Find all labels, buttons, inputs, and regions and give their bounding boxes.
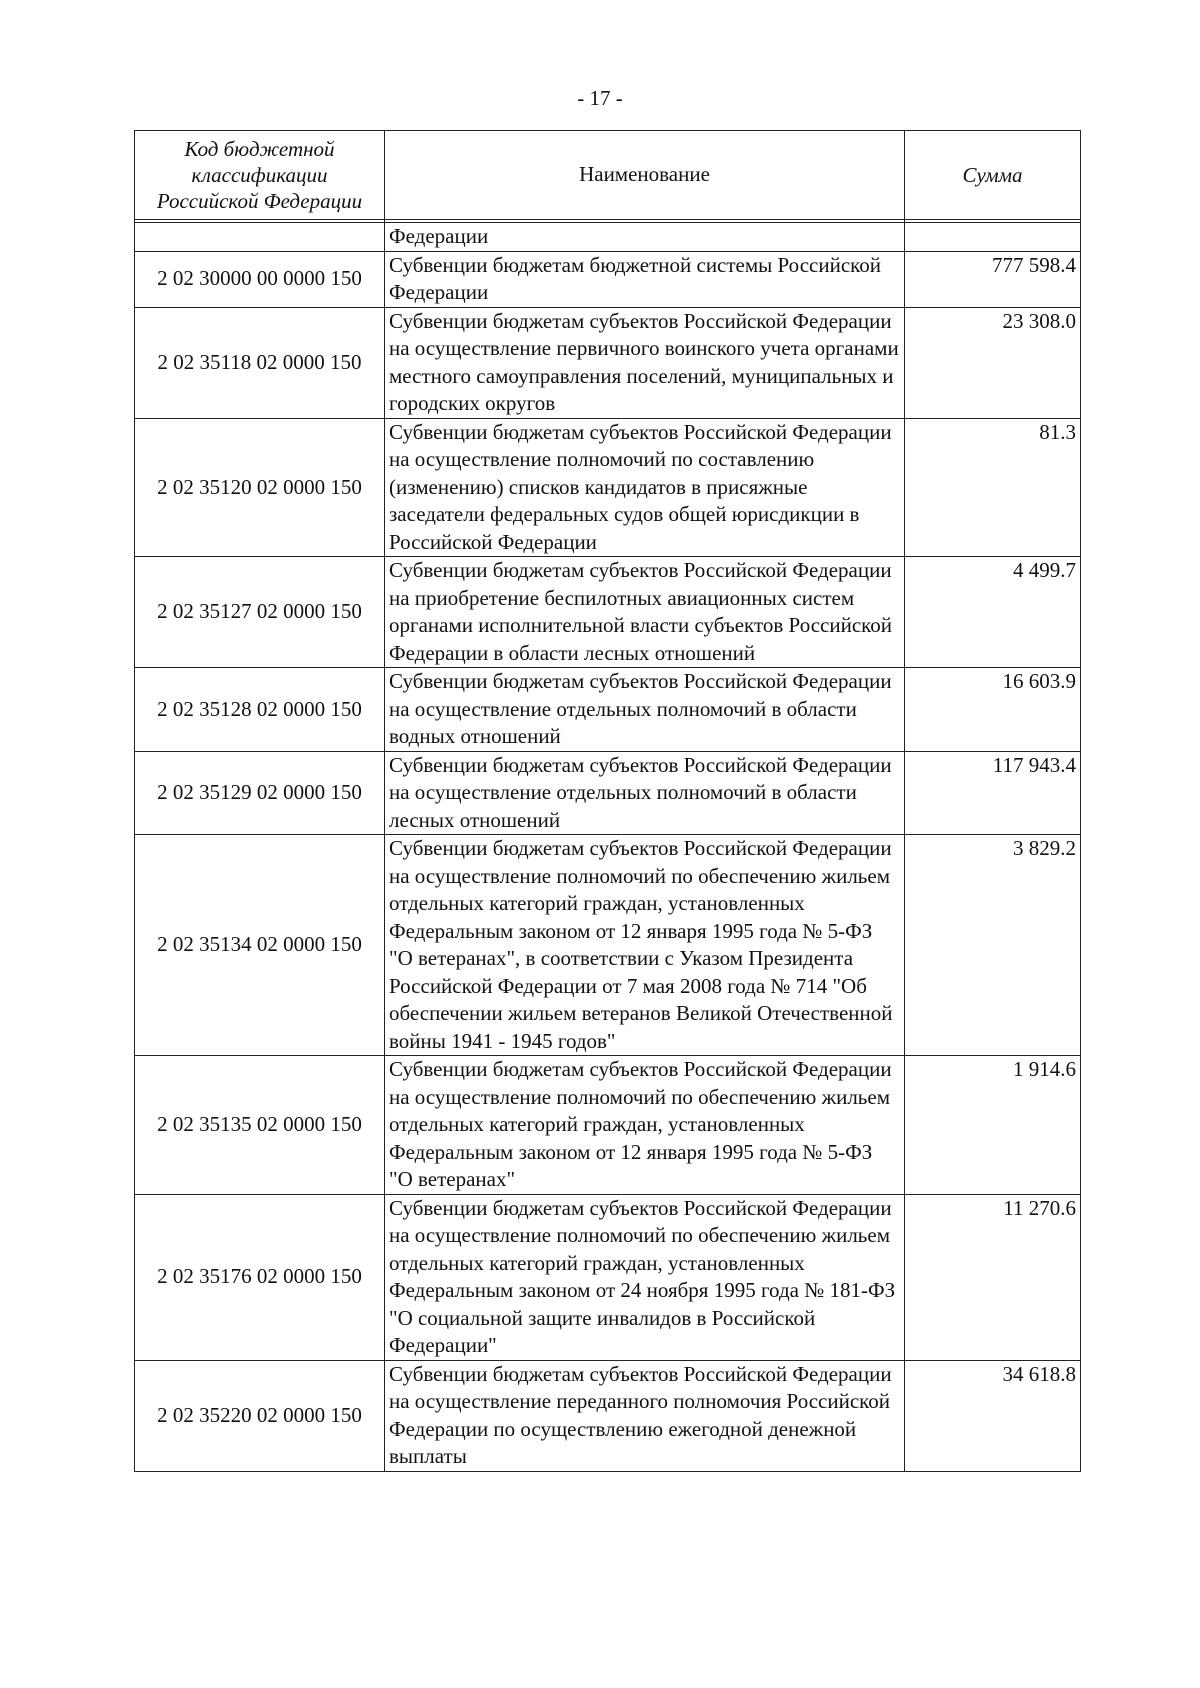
row-code: 2 02 35127 02 0000 150 <box>135 557 385 668</box>
header-sum: Сумма <box>905 131 1081 220</box>
row-sum: 4 499.7 <box>905 557 1081 668</box>
table-row <box>135 751 1081 835</box>
row-code: 2 02 35129 02 0000 150 <box>135 751 385 835</box>
row-sum: 81.3 <box>905 418 1081 557</box>
row-code: 2 02 35118 02 0000 150 <box>135 307 385 418</box>
row-sum <box>905 223 1081 252</box>
row-code: 2 02 35220 02 0000 150 <box>135 1360 385 1471</box>
table-row <box>135 557 1081 668</box>
budget-table <box>134 130 1081 1472</box>
row-name: Субвенции бюджетам субъектов Российской Федерации на осуществление полномочий по составлению (изменению) списков кандидатов в присяжные заседатели федеральных судов общей юрисдикции в Российской Федерации <box>385 418 905 557</box>
table-row <box>135 668 1081 752</box>
row-name: Федерации <box>385 223 905 252</box>
row-name: Субвенции бюджетам субъектов Российской Федерации на осуществление переданного полномочия Российской Федерации по осуществлению ежегодной денежной выплаты <box>385 1360 905 1471</box>
header-name: Наименование <box>385 131 905 220</box>
table-row <box>135 307 1081 418</box>
row-sum: 23 308.0 <box>905 307 1081 418</box>
table-header-row <box>135 131 1081 220</box>
row-sum: 34 618.8 <box>905 1360 1081 1471</box>
row-name: Субвенции бюджетам субъектов Российской Федерации на осуществление первичного воинского учета органами местного самоуправления поселений, муниципальных и городских округов <box>385 307 905 418</box>
table-row <box>135 1194 1081 1360</box>
row-name: Субвенции бюджетам бюджетной системы Российской Федерации <box>385 251 905 307</box>
row-sum: 3 829.2 <box>905 835 1081 1056</box>
row-name: Субвенции бюджетам субъектов Российской Федерации на осуществление полномочий по обеспечению жильем отдельных категорий граждан, установленных Федеральным законом от 12 января 1995 года № 5-ФЗ "О ветеранах", в соответствии с Указом Президента Российской Федерации от 7 мая 2008 года № 714 "Об обеспечении жильем ветеранов Великой Отечественной войны 1941 - 1945 годов" <box>385 835 905 1056</box>
row-code: 2 02 35135 02 0000 150 <box>135 1056 385 1195</box>
row-code <box>135 223 385 252</box>
table-row <box>135 1056 1081 1195</box>
row-name: Субвенции бюджетам субъектов Российской Федерации на осуществление полномочий по обеспечению жильем отдельных категорий граждан, установленных Федеральным законом от 12 января 1995 года № 5-ФЗ "О ветеранах" <box>385 1056 905 1195</box>
row-code: 2 02 35120 02 0000 150 <box>135 418 385 557</box>
row-sum: 777 598.4 <box>905 251 1081 307</box>
table-row <box>135 1360 1081 1471</box>
row-name: Субвенции бюджетам субъектов Российской Федерации на осуществление отдельных полномочий в области водных отношений <box>385 668 905 752</box>
row-sum: 117 943.4 <box>905 751 1081 835</box>
row-sum: 1 914.6 <box>905 1056 1081 1195</box>
row-name: Субвенции бюджетам субъектов Российской Федерации на осуществление отдельных полномочий в области лесных отношений <box>385 751 905 835</box>
row-name: Субвенции бюджетам субъектов Российской Федерации на осуществление полномочий по обеспечению жильем отдельных категорий граждан, установленных Федеральным законом от 24 ноября 1995 года № 181-ФЗ "О социальной защите инвалидов в Российской Федерации" <box>385 1194 905 1360</box>
row-sum: 11 270.6 <box>905 1194 1081 1360</box>
table-row <box>135 251 1081 307</box>
row-sum: 16 603.9 <box>905 668 1081 752</box>
table-row <box>135 418 1081 557</box>
row-code: 2 02 35176 02 0000 150 <box>135 1194 385 1360</box>
row-code: 2 02 30000 00 0000 150 <box>135 251 385 307</box>
page-number: - 17 - <box>577 86 623 110</box>
row-name: Субвенции бюджетам субъектов Российской Федерации на приобретение беспилотных авиационных систем органами исполнительной власти субъектов Российской Федерации в области лесных отношений <box>385 557 905 668</box>
table-row <box>135 835 1081 1056</box>
header-code: Код бюджетной классификации Российской Федерации <box>135 131 385 220</box>
table-row <box>135 223 1081 252</box>
row-code: 2 02 35128 02 0000 150 <box>135 668 385 752</box>
row-code: 2 02 35134 02 0000 150 <box>135 835 385 1056</box>
